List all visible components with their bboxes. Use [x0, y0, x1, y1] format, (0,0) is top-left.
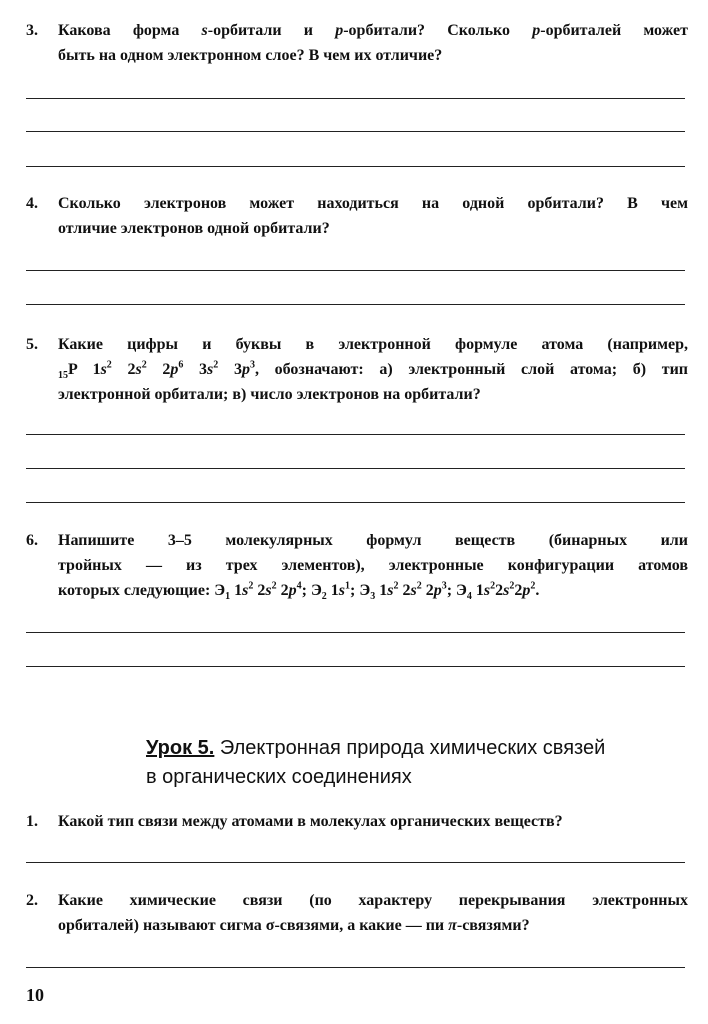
question-number: 1.: [26, 813, 38, 830]
page-number: 10: [26, 985, 44, 1005]
answer-line[interactable]: [26, 468, 685, 469]
question-text-line: электронной орбитали; в) число электронов на орбитали?: [58, 386, 481, 403]
answer-line[interactable]: [26, 131, 685, 132]
answer-line[interactable]: [26, 666, 685, 667]
lesson-question-1: [26, 809, 688, 834]
question-text: Какие цифры и буквы в электронной формуле атома (например,: [58, 336, 688, 353]
answer-line[interactable]: [26, 304, 685, 305]
question-number: 3.: [26, 22, 38, 39]
question-text-line: отличие электронов одной орбитали?: [58, 220, 330, 237]
answer-line[interactable]: [26, 502, 685, 503]
lesson-label: Урок 5.: [146, 737, 215, 759]
question-5: [26, 332, 688, 407]
lesson-title: Электронная природа химических связей: [214, 737, 606, 759]
lesson-title-line: [146, 734, 686, 763]
answer-line[interactable]: [26, 862, 685, 863]
lesson-question-2: [26, 888, 688, 938]
question-text: Напишите 3–5 молекулярных формул веществ (бинарных или: [58, 532, 688, 549]
lesson-heading: [146, 734, 686, 792]
answer-line[interactable]: [26, 270, 685, 271]
answer-line[interactable]: [26, 632, 685, 633]
question-number: 5.: [26, 336, 38, 353]
question-4: [26, 191, 688, 241]
question-text: Сколько электронов может находиться на одной орбитали? В чем: [58, 195, 688, 212]
question-text-line: орбиталей) называют сигма σ-связями, а какие — пи π-связями?: [58, 917, 530, 934]
question-text-configs: которых следующие: $Э_1$ $1s^2$ $2s^2$ $2p^4$; $Э_2$ $1s^1$; $Э_3$ $1s^2$ $2s^2$ $2p^3$; $Э_4$ $1s^22s^22p^2$.: [58, 580, 540, 603]
lesson-title-line-2: в органических соединениях: [146, 766, 412, 788]
question-text-line: тройных — из трех элементов), электронные конфигурации атомов: [58, 557, 688, 574]
question-text-line: быть на одном электронном слое? В чем их отличие?: [58, 47, 443, 64]
answer-line[interactable]: [26, 967, 685, 968]
question-6: [26, 528, 688, 603]
question-number: 2.: [26, 892, 38, 909]
question-text: Какие химические связи (по характеру перекрывания электронных: [58, 892, 688, 909]
question-text: Какова форма s-орбитали и p-орбитали? Сколько p-орбиталей может: [58, 22, 689, 39]
question-text: Какой тип связи между атомами в молекулах органических веществ?: [58, 813, 563, 830]
question-text-formula: $_{15}$P $1s^2$ $2s^2$ $2p^6$ $3s^2$ $3p^3$, обозначают: а) электронный слой атома; б) тип: [58, 359, 688, 382]
answer-line[interactable]: [26, 434, 685, 435]
question-number: 4.: [26, 195, 38, 212]
answer-line[interactable]: [26, 98, 685, 99]
question-3: [26, 18, 688, 68]
question-number: 6.: [26, 532, 38, 549]
answer-line[interactable]: [26, 166, 685, 167]
